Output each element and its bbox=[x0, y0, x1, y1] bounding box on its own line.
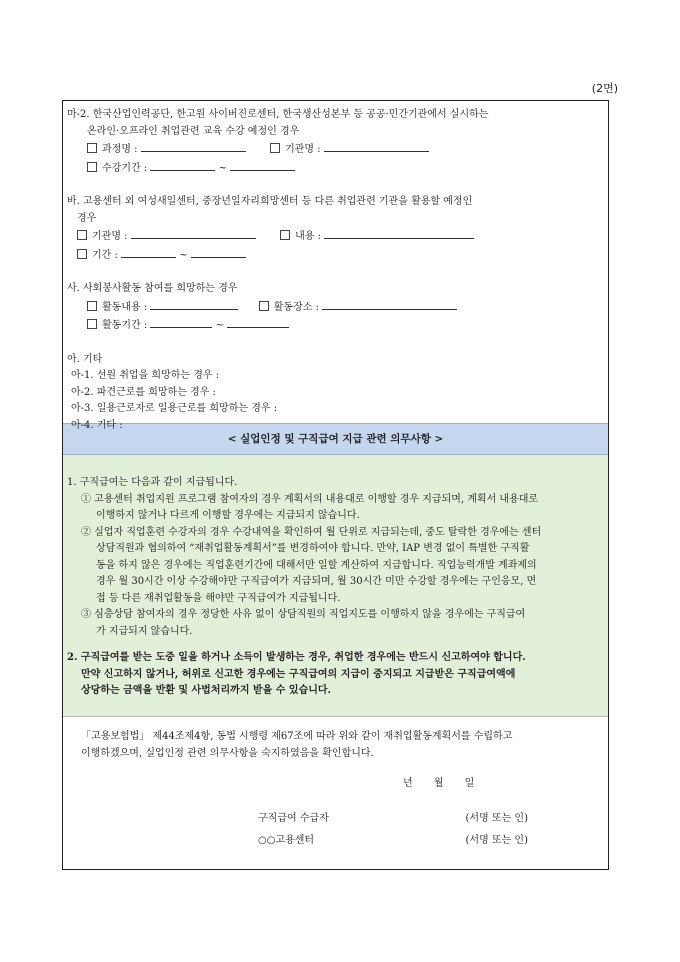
sa-content-input[interactable] bbox=[150, 298, 238, 310]
course-input[interactable] bbox=[141, 140, 246, 152]
sa-place-label: 활동장소 : bbox=[273, 301, 319, 313]
ba-content-input[interactable] bbox=[324, 227, 474, 239]
center-signature[interactable]: (서명 또는 인) bbox=[465, 835, 528, 846]
org-checkbox[interactable] bbox=[270, 143, 280, 153]
period-start-input[interactable] bbox=[150, 159, 215, 171]
confirmation-section bbox=[63, 717, 608, 850]
sa-place-checkbox[interactable] bbox=[259, 301, 269, 311]
period-label: 수강기간 : bbox=[102, 162, 148, 174]
sa-content-checkbox[interactable] bbox=[87, 301, 97, 311]
tilde: ~ bbox=[215, 320, 224, 331]
section-a-item: 아-2. 파견근로를 희망하는 경우 : bbox=[71, 386, 216, 398]
obligation-item-2-cont: 만약 신고하지 않거나, 허위로 신고한 경우에는 구직급여의 지급이 중지되고 지급받은 구직급여액에 bbox=[81, 668, 516, 680]
obligation-sub-2-cont: 접 등 다른 재취업활동을 해야만 구직급여가 지급됩니다. bbox=[96, 592, 341, 604]
ba-period-label: 기간 : bbox=[92, 249, 118, 261]
obligation-sub-2-cont: 상담직원과 협의하여 “재취업활동계획서”를 변경하여야 합니다. 만약, IAP 변경 없이 특별한 구직활 bbox=[96, 543, 530, 554]
ba-content-checkbox[interactable] bbox=[280, 230, 290, 240]
tilde: ~ bbox=[218, 162, 227, 174]
section-ba-title: 바. 고용센터 외 여성새일센터, 중장년일자리희망센터 등 다른 취업관련 기관을 활용할 예정인 bbox=[67, 196, 473, 207]
sa-period-checkbox[interactable] bbox=[87, 319, 97, 329]
obligation-sub-2: ② 실업자 직업훈련 수강자의 경우 수강내역을 확인하여 월 단위로 지급되는데, 중도 탈락한 경우에는 센터 bbox=[81, 526, 542, 538]
course-label: 과정명 : bbox=[102, 144, 138, 155]
section-ma2-title: 마-2. 한국산업인력공단, 한고원 사이버진로센터, 한국생산성본부 등 공공·민간기관에서 실시하는 bbox=[67, 109, 489, 120]
section-ba-title-cont: 경우 bbox=[77, 212, 97, 224]
recipient-label: 구직급여 수급자 bbox=[258, 812, 329, 824]
period-end-input[interactable] bbox=[230, 159, 295, 171]
tilde: ~ bbox=[179, 249, 188, 261]
obligation-item-1: 1. 구직급여는 다음과 같이 지급됩니다. bbox=[67, 477, 238, 488]
ba-org-checkbox[interactable] bbox=[77, 230, 87, 240]
ba-period-start-input[interactable] bbox=[121, 246, 176, 258]
sa-period-start-input[interactable] bbox=[150, 316, 212, 328]
activity-plan-form bbox=[62, 100, 609, 870]
section-ma2-title-cont: 온라인·오프라인 취업관련 교육 수강 예정인 경우 bbox=[87, 125, 300, 137]
ba-period-checkbox[interactable] bbox=[77, 249, 87, 259]
course-checkbox[interactable] bbox=[87, 143, 97, 153]
obligations-banner: < 실업인정 및 구직급여 지급 관련 의무사항 > bbox=[63, 423, 608, 455]
obligation-sub-3-cont: 가 지급되지 않습니다. bbox=[96, 625, 193, 637]
ba-period-end-input[interactable] bbox=[191, 246, 246, 258]
obligation-sub-1-cont: 이행하지 않거나 다르게 이행할 경우에는 지급되지 않습니다. bbox=[96, 510, 360, 521]
section-a-item: 아-1. 선원 취업을 희망하는 경우 : bbox=[71, 370, 220, 381]
obligation-sub-2-cont: 동을 하지 않은 경우에는 직업훈련기간에 대해서만 일할 계산하여 지급합니다. 직업능력개발 계좌제의 bbox=[96, 559, 537, 571]
section-sa-title: 사. 사회봉사활동 참여를 희망하는 경우 bbox=[67, 283, 238, 294]
section-a-item: 아-3. 일용근로자로 일용근로를 희망하는 경우 : bbox=[71, 403, 278, 414]
sa-period-label: 활동기간 : bbox=[102, 320, 148, 331]
plan-sections bbox=[63, 101, 608, 431]
ba-content-label: 내용 : bbox=[295, 231, 321, 242]
obligation-item-2: 2. 구직급여를 받는 도중 일을 하거나 소득이 발생하는 경우, 취업한 경우에는 반드시 신고하여야 합니다. bbox=[67, 652, 526, 663]
recipient-signature[interactable]: (서명 또는 인) bbox=[465, 812, 528, 824]
page-number: (2면) bbox=[591, 82, 618, 95]
sa-place-input[interactable] bbox=[322, 298, 457, 310]
obligations-section bbox=[63, 455, 608, 717]
org-input[interactable] bbox=[324, 140, 429, 152]
ba-org-label: 기관명 : bbox=[92, 231, 128, 242]
obligation-sub-1: ① 고용센터 취업지원 프로그램 참여자의 경우 계획서의 내용대로 이행할 경우 지급되며, 계획서 내용대로 bbox=[81, 493, 539, 505]
sa-period-end-input[interactable] bbox=[227, 316, 289, 328]
confirmation-text: 「고용보험법」 제44조제4항, 동법 시행령 제67조에 따라 위와 같이 재취업활동계획서를 수립하고 bbox=[81, 731, 513, 742]
obligation-sub-2-cont: 경우 월 30시간 이상 수강해야만 구직급여가 지급되며, 월 30시간 미만 수강할 경우에는 구인응모, 면 bbox=[96, 576, 537, 587]
sa-content-label: 활동내용 : bbox=[102, 301, 148, 313]
center-label: ○○고용센터 bbox=[258, 835, 315, 846]
section-a-title: 아. 기타 bbox=[67, 353, 103, 365]
period-checkbox[interactable] bbox=[87, 162, 97, 172]
confirmation-text-cont: 이행하겠으며, 실업인정 관련 의무사항을 숙지하였음을 확인합니다. bbox=[81, 747, 374, 759]
org-label: 기관명 : bbox=[285, 144, 321, 155]
date-field[interactable]: 년 월 일 bbox=[403, 778, 475, 789]
obligation-sub-3: ③ 심층상담 참여자의 경우 정당한 사유 없이 상담직원의 직업지도를 이행하지 않을 경우에는 구직급여 bbox=[81, 609, 526, 620]
obligation-item-2-cont: 상당하는 금액을 반환 및 사법처리까지 받을 수 있습니다. bbox=[81, 685, 332, 696]
section-a-item: 아-4. 기타 : bbox=[71, 419, 123, 431]
ba-org-input[interactable] bbox=[131, 227, 256, 239]
